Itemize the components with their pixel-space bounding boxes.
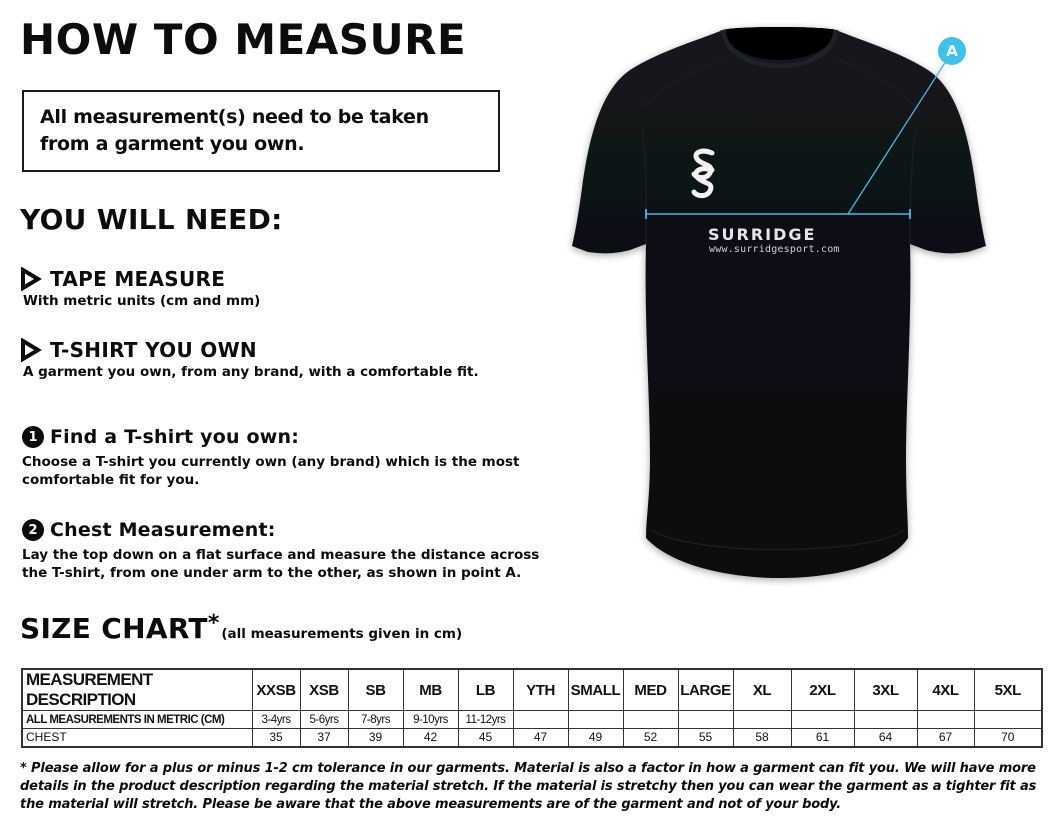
row-label: ALL MEASUREMENTS IN METRIC (CM) bbox=[22, 711, 252, 729]
table-cell bbox=[854, 711, 917, 729]
step-chest-measurement bbox=[22, 517, 552, 582]
tshirt-illustration bbox=[560, 18, 1000, 598]
table-cell bbox=[733, 711, 791, 729]
column-header: XSB bbox=[300, 669, 348, 711]
step-description: Choose a T-shirt you currently own (any brand) which is the most comfortable fit for you. bbox=[22, 454, 520, 488]
table-cell: 45 bbox=[458, 729, 513, 747]
play-triangle-icon bbox=[20, 338, 42, 362]
table-cell bbox=[791, 711, 854, 729]
step-number-badge: 2 bbox=[22, 519, 44, 541]
need-item-tape-measure bbox=[20, 266, 260, 309]
table-cell: 67 bbox=[917, 729, 974, 747]
column-header: SB bbox=[348, 669, 403, 711]
table-cell: 55 bbox=[678, 729, 733, 747]
size-chart-title: SIZE CHART bbox=[20, 612, 208, 645]
need-item-title: TAPE MEASURE bbox=[50, 267, 226, 291]
table-cell: 70 bbox=[974, 729, 1042, 747]
row-label: CHEST bbox=[22, 729, 252, 747]
table-cell bbox=[623, 711, 678, 729]
table-cell: 7-8yrs bbox=[348, 711, 403, 729]
table-header-row bbox=[22, 669, 1042, 711]
brand-url: www.surridgesport.com bbox=[709, 244, 840, 255]
column-header: 3XL bbox=[854, 669, 917, 711]
column-header: 5XL bbox=[974, 669, 1042, 711]
need-item-description: A garment you own, from any brand, with a comfortable fit. bbox=[23, 364, 479, 380]
table-cell: 39 bbox=[348, 729, 403, 747]
table-cell: 58 bbox=[733, 729, 791, 747]
step-title: Chest Measurement: bbox=[50, 519, 276, 541]
table-cell: 5-6yrs bbox=[300, 711, 348, 729]
brand-name: SURRIDGE bbox=[708, 225, 817, 244]
column-header: LARGE bbox=[678, 669, 733, 711]
step-find-tshirt bbox=[22, 424, 552, 489]
table-cell bbox=[974, 711, 1042, 729]
table-cell: 42 bbox=[403, 729, 458, 747]
notice-text: All measurement(s) need to be taken from a garment you own. bbox=[40, 106, 429, 155]
table-cell: 47 bbox=[513, 729, 568, 747]
table-cell: 61 bbox=[791, 729, 854, 747]
table-cell: 9-10yrs bbox=[403, 711, 458, 729]
column-header: SMALL bbox=[568, 669, 623, 711]
table-cell bbox=[917, 711, 974, 729]
table-cell: 35 bbox=[252, 729, 300, 747]
need-item-tshirt bbox=[20, 337, 479, 380]
step-number-badge: 1 bbox=[22, 426, 44, 448]
column-header: XL bbox=[733, 669, 791, 711]
table-cell: 52 bbox=[623, 729, 678, 747]
table-cell: 64 bbox=[854, 729, 917, 747]
table-cell: 37 bbox=[300, 729, 348, 747]
notice-box bbox=[22, 90, 500, 172]
table-cell: 49 bbox=[568, 729, 623, 747]
size-chart-asterisk: * bbox=[207, 611, 220, 636]
column-header: MEASUREMENT DESCRIPTION bbox=[22, 669, 252, 711]
size-chart-subtitle: (all measurements given in cm) bbox=[221, 626, 463, 642]
table-cell bbox=[678, 711, 733, 729]
point-a-marker: A bbox=[938, 37, 966, 65]
column-header: XXSB bbox=[252, 669, 300, 711]
step-title: Find a T-shirt you own: bbox=[50, 426, 300, 448]
column-header: MB bbox=[403, 669, 458, 711]
size-chart-heading bbox=[20, 612, 462, 645]
need-item-description: With metric units (cm and mm) bbox=[23, 293, 261, 309]
size-chart-table bbox=[21, 668, 1043, 748]
table-cell bbox=[568, 711, 623, 729]
footnote: * Please allow for a plus or minus 1-2 cm tolerance in our garments. Material is also a factor in how a garment can fit you. We will have more details in the product description regarding the material stretch. If the material is stretchy then you can wear the garment as a tighter fit as the material will stretch. Please be aware that the above measurements are of the garment and not of your body. bbox=[20, 761, 1037, 812]
need-item-title: T-SHIRT YOU OWN bbox=[50, 338, 257, 362]
step-description: Lay the top down on a flat surface and measure the distance across the T-shirt, from one under arm to the other, as shown in point A. bbox=[22, 547, 540, 581]
table-row bbox=[22, 729, 1042, 747]
table-row bbox=[22, 711, 1042, 729]
table-cell bbox=[513, 711, 568, 729]
column-header: LB bbox=[458, 669, 513, 711]
play-triangle-icon bbox=[20, 267, 42, 291]
table-cell: 3-4yrs bbox=[252, 711, 300, 729]
you-will-need-title: YOU WILL NEED: bbox=[20, 203, 283, 236]
tshirt-icon bbox=[560, 18, 1000, 598]
column-header: YTH bbox=[513, 669, 568, 711]
page-title: HOW TO MEASURE bbox=[20, 15, 467, 64]
column-header: MED bbox=[623, 669, 678, 711]
column-header: 4XL bbox=[917, 669, 974, 711]
column-header: 2XL bbox=[791, 669, 854, 711]
table-cell: 11-12yrs bbox=[458, 711, 513, 729]
